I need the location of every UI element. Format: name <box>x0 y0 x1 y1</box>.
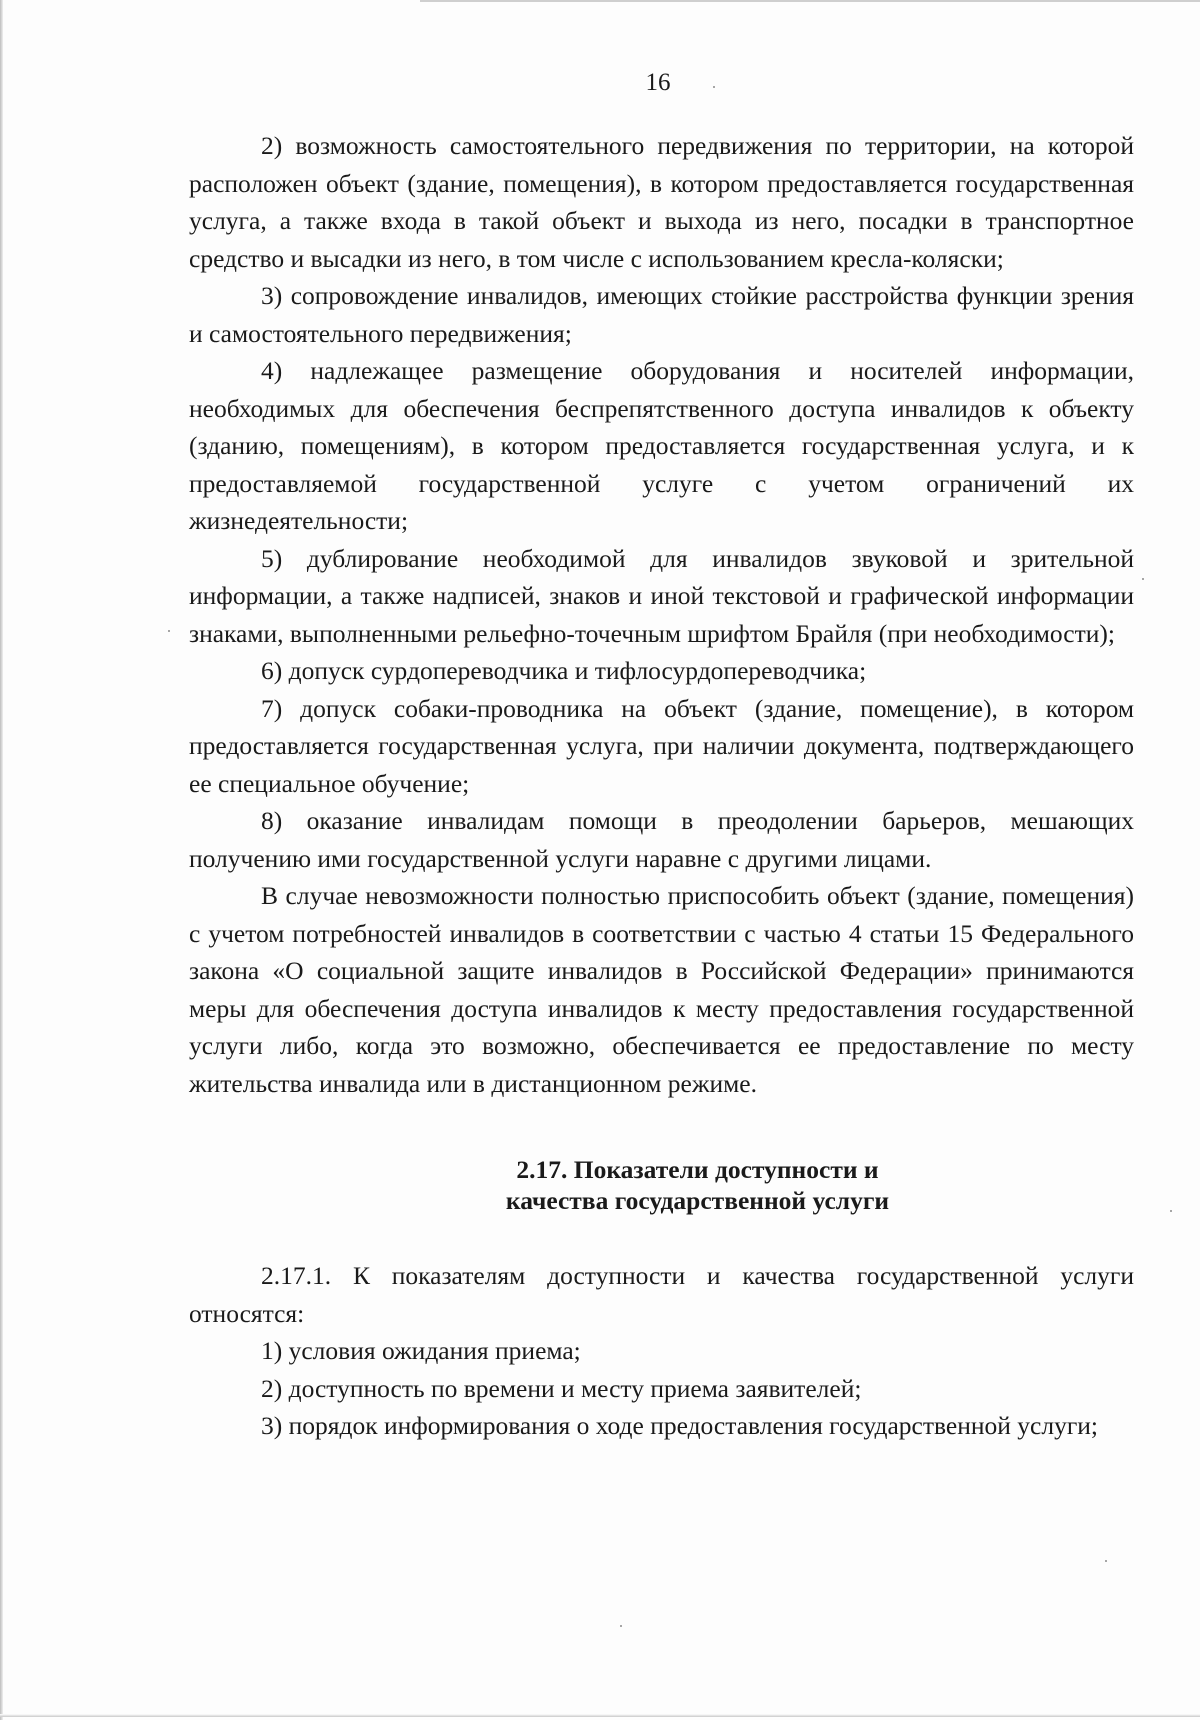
scan-edge-left <box>0 0 3 1720</box>
paragraph-accessibility-measures: В случае невозможности полностью приспособить объект (здание, помещения) с учетом потребностей инвалидов в соответствии с частью 4 статьи 15 Федерального закона «О социальной защите инвалидов в Российской Федерации» принимаются меры для обеспечения доступа инвалидов к месту предоставления государственной услуги либо, когда это возможно, обеспечивается ее предоставление по месту жительства инвалида или в дистанционном режиме. <box>189 881 1134 1098</box>
indicator-item-1: 1) условия ожидания приема; <box>261 1336 581 1365</box>
scan-speck <box>1142 578 1144 580</box>
section-heading <box>189 1154 1134 1216</box>
paragraph-item-7: 7) допуск собаки-проводника на объект (здание, помещение), в котором предоставляется государственная услуга, при наличии документа, подтверждающего ее специальное обучение; <box>189 693 1134 798</box>
scan-speck <box>620 1625 622 1627</box>
paragraph-item-8: 8) оказание инвалидам помощи в преодолении барьеров, мешающих получению ими государственной услуги наравне с другими лицами. <box>189 806 1134 873</box>
section-heading-line-1: 2.17. Показатели доступности и <box>516 1155 879 1184</box>
section-heading-line-2: качества государственной услуги <box>505 1186 890 1215</box>
paragraph-item-6: 6) допуск сурдопереводчика и тифлосурдопереводчика; <box>261 656 867 685</box>
paragraph-item-4: 4) надлежащее размещение оборудования и носителей информации, необходимых для обеспечения беспрепятственного доступа инвалидов к объекту (зданию, помещениям), в котором предоставляется государственная услуга, и к предоставляемой государственной услуге с учетом ограничений их жизнедеятельности; <box>189 356 1134 535</box>
indicator-item-3: 3) порядок информирования о ходе предоставления государственной услуги; <box>261 1411 1099 1440</box>
scan-speck <box>1105 1560 1107 1562</box>
document-body <box>189 127 1134 1445</box>
scan-speck <box>713 86 715 88</box>
paragraph-item-3: 3) сопровождение инвалидов, имеющих стойкие расстройства функции зрения и самостоятельного передвижения; <box>189 281 1134 348</box>
scan-speck <box>1170 1210 1172 1212</box>
indicator-item-2: 2) доступность по времени и месту приема заявителей; <box>261 1373 862 1403</box>
scan-edge-bottom <box>0 1714 1200 1717</box>
scan-speck <box>168 630 170 632</box>
paragraph-item-5: 5) дублирование необходимой для инвалидов звуковой и зрительной информации, а также надписей, знаков и иной текстовой и графической информации знаками, выполненными рельефно-точечным шрифтом Брайля (при необходимости); <box>189 543 1134 648</box>
page-number: 16 <box>645 69 671 96</box>
scan-edge-top <box>420 0 1200 2</box>
paragraph-2-17-1: 2.17.1. К показателям доступности и качества государственной услуги относятся: <box>189 1261 1134 1328</box>
paragraph-item-2: 2) возможность самостоятельного передвижения по территории, на которой расположен объект (здание, помещения), в котором предоставляется государственная услуга, а также входа в такой объект и выхода из него, посадки в транспортное средство и высадки из него, в том числе с использованием кресла-коляски; <box>189 131 1134 273</box>
